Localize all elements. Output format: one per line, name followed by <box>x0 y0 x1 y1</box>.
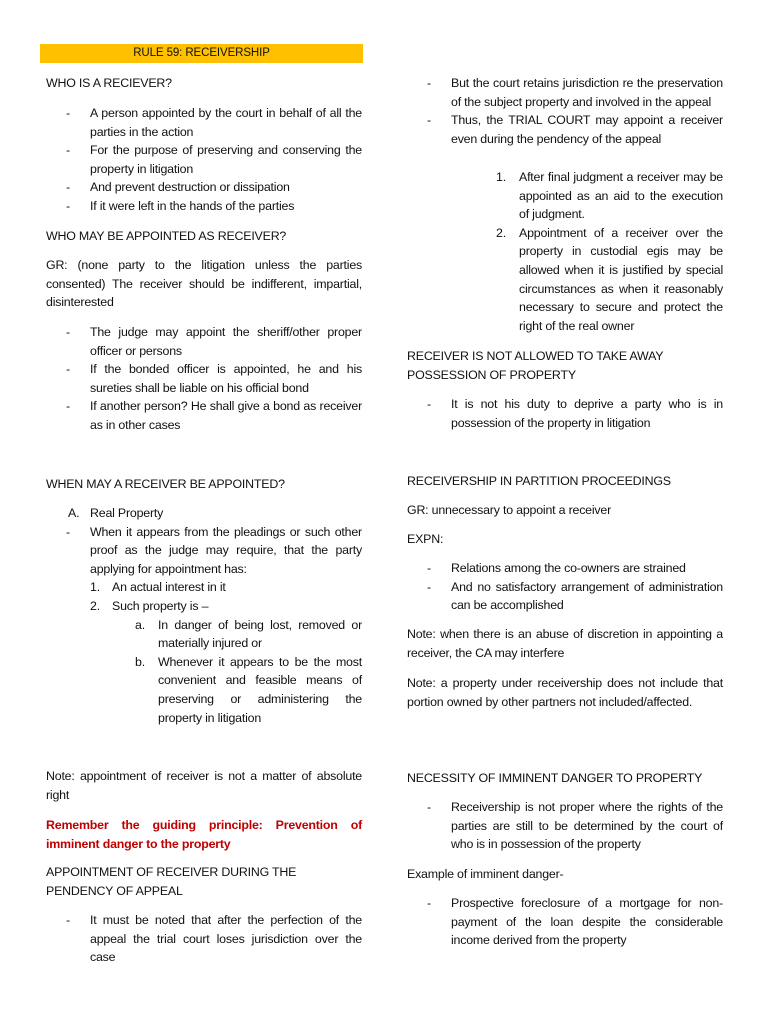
general-rule-paragraph: GR: (none party to the litigation unless the parties consented) The receiver should be indifferent, impartial, disinterested <box>46 258 362 310</box>
list-item: a. In danger of being lost, removed or materially injured or <box>135 617 362 651</box>
list-item: 1. After final judgment a receiver may be appointed as an aid to the execution of judgment. <box>496 170 723 222</box>
list-item: b. Whenever it appears to be the most convenient and feasible means of preserving or administering the property in litigation <box>135 654 362 725</box>
heading-who-may-be-appointed: WHO MAY BE APPOINTED AS RECEIVER? <box>46 229 287 243</box>
pendency-continued-list <box>407 74 723 148</box>
list-item: - It is not his duty to deprive a party who is in possession of the property in litigation <box>427 397 723 430</box>
note-absolute-right: Note: appointment of receiver is not a matter of absolute right <box>46 769 362 802</box>
when-appointed-list <box>46 504 362 727</box>
list-item: - And no satisfactory arrangement of administration can be accomplished <box>427 579 723 613</box>
list-item: - If another person? He shall give a bond as receiver as in other cases <box>66 399 362 432</box>
note-property-receivership: Note: a property under receivership does not include that portion owned by other partners not included/affected. <box>407 676 723 709</box>
list-item: 2. Appointment of a receiver over the property in custodial egis may be allowed when it is justified by special circumstances as when it reasonably necessary to secure and protect the right of the real owner <box>496 225 723 333</box>
list-item: - And prevent destruction or dissipation <box>66 180 290 195</box>
list-item: A. Real Property <box>68 506 164 520</box>
list-item: 1. An actual interest in it <box>90 580 226 595</box>
list-item: - The judge may appoint the sheriff/other proper officer or persons <box>66 325 362 358</box>
pendency-list <box>46 911 362 967</box>
partition-general-rule: GR: unnecessary to appoint a receiver <box>407 503 612 517</box>
appeal-numbered-list <box>407 168 723 335</box>
list-item: - When it appears from the pleadings or such other proof as the judge may require, that the party applying for appointment has: <box>66 524 362 576</box>
list-item: - A person appointed by the court in behalf of all the parties in the action <box>66 106 362 139</box>
list-item: 2. Such property is – <box>90 598 209 613</box>
list-item: - Receivership is not proper where the rights of the parties are still to be determined by the court of who is in possession of the property <box>427 800 723 852</box>
exception-list <box>407 559 723 615</box>
heading-who-is-receiver: WHO IS A RECIEVER? <box>46 76 172 90</box>
exception-label: EXPN: <box>407 532 444 546</box>
heading-pendency-of-appeal: APPOINTMENT OF RECEIVER DURING THE PENDENCY OF APPEAL <box>46 865 297 898</box>
who-may-be-appointed-list <box>46 323 362 435</box>
necessity-list <box>407 798 723 854</box>
list-item: - It must be noted that after the perfection of the appeal the trial court loses jurisdiction over the case <box>66 913 362 965</box>
note-ca-interfere: Note: when there is an abuse of discretion in appointing a receiver, the CA may interfere <box>407 627 723 660</box>
heading-when-appointed: WHEN MAY A RECEIVER BE APPOINTED? <box>46 477 285 491</box>
guiding-principle-callout: Remember the guiding principle: Prevention of imminent danger to the property <box>46 818 362 851</box>
list-item: - If the bonded officer is appointed, he and his sureties shall be liable on his official bond <box>66 362 362 395</box>
list-item: - Thus, the TRIAL COURT may appoint a receiver even during the pendency of the appeal <box>427 113 723 146</box>
list-item: - For the purpose of preserving and conserving the property in litigation <box>66 143 362 176</box>
not-allowed-list <box>407 395 723 432</box>
who-is-receiver-list <box>46 104 362 216</box>
heading-partition-proceedings: RECEIVERSHIP IN PARTITION PROCEEDINGS <box>407 474 671 488</box>
list-item: - Prospective foreclosure of a mortgage for non-payment of the loan despite the considerable income derived from the property <box>427 896 723 948</box>
heading-not-allowed-possession: RECEIVER IS NOT ALLOWED TO TAKE AWAY POSSESSION OF PROPERTY <box>407 349 664 382</box>
list-item: - But the court retains jurisdiction re the preservation of the subject property and involved in the appeal <box>427 76 723 109</box>
list-item: - Relations among the co-owners are strained <box>427 561 686 575</box>
document-title-banner: RULE 59: RECEIVERSHIP <box>40 44 363 63</box>
example-list <box>407 894 723 950</box>
list-item: - If it were left in the hands of the parties <box>66 198 295 213</box>
heading-necessity-imminent-danger: NECESSITY OF IMMINENT DANGER TO PROPERTY <box>407 771 703 785</box>
example-label: Example of imminent danger- <box>407 867 564 881</box>
